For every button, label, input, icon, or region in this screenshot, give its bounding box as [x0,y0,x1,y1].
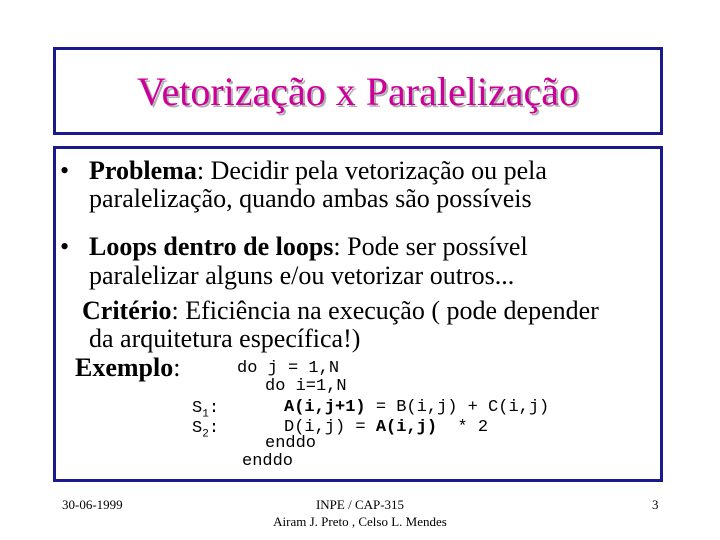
code-line-3: A(i,j+1) = B(i,j) + C(i,j) [284,398,550,417]
bullet-marker: • [60,156,70,185]
code-line-1: do j = 1,N [237,359,340,378]
footer-course: INPE / CAP-315 [315,497,405,512]
bullet-marker: • [60,232,70,261]
bullet-2-line-2: paralelizar alguns e/ou vetorizar outros... [89,261,515,290]
exemplo-label: Exemplo: [75,353,181,382]
footer-authors: Airam J. Preto , Celso L. Mendes [273,514,447,529]
page-number: 3 [652,497,659,512]
exemplo-term: Exemplo [75,353,174,382]
bullet-1-term: Problema [89,156,197,185]
criterio-text: : Eficiência na execução ( pode depender [171,296,599,325]
code-line-5: enddo [265,434,317,453]
criterio-line-2: da arquitetura específica!) [89,324,361,353]
s1-label: $S_1$: [192,399,220,421]
content-box [53,146,663,482]
bullet-1-line-1 [89,157,547,185]
s2-label: $S_2$: [192,419,220,441]
bullet-1-text: : Decidir pela vetorização ou pela [196,156,547,185]
slide-title: Vetorização x Paralelização [137,69,579,114]
code-line-2: do i=1,N [265,377,347,396]
bullet-2-line-1 [89,233,528,261]
footer-date: 30-06-1999 [62,497,123,512]
s2-array-ref: A(i,j) [375,418,438,437]
criterio-line-1 [82,297,599,325]
bullet-2-term: Loops dentro de loops [89,232,334,261]
s1-array-ref: A(i,j+1) [284,398,366,417]
title-box [53,47,663,135]
bullet-2-text: : Pode ser possível [333,232,528,261]
criterio-term: Critério [82,296,172,325]
bullet-1-line-2: paralelização, quando ambas são possíveis [89,184,532,213]
code-line-4: D(i,j) = A(i,j) * 2 [284,418,489,437]
code-line-6: enddo [242,452,294,471]
